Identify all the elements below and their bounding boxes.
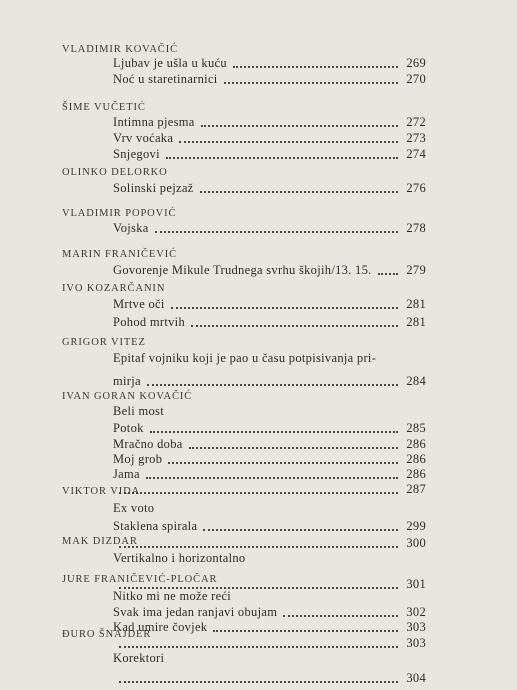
dot-leader bbox=[191, 325, 398, 327]
dot-leader bbox=[179, 141, 398, 143]
dot-leader bbox=[119, 681, 398, 683]
dot-leader bbox=[150, 431, 398, 433]
entry-title: Svak ima jedan ranjavi obujam bbox=[113, 605, 278, 619]
page-number: 276 bbox=[406, 181, 426, 195]
toc-entry bbox=[113, 636, 426, 651]
toc-entry bbox=[113, 671, 426, 686]
entry-title: Korektori bbox=[113, 651, 165, 665]
page-number: 286 bbox=[406, 437, 426, 451]
page-number: 300 bbox=[406, 536, 426, 550]
author-heading: OLINKO DELORKO bbox=[62, 167, 168, 178]
author-heading: GRIGOR VITEZ bbox=[62, 337, 146, 348]
dot-leader bbox=[166, 157, 398, 159]
toc-entry bbox=[113, 131, 426, 146]
toc-entry bbox=[113, 482, 426, 497]
entry-title: Noć u staretinarnici bbox=[113, 72, 218, 86]
entry-title: Mračno doba bbox=[113, 437, 183, 451]
page-number: 285 bbox=[406, 421, 426, 435]
page-number: 304 bbox=[406, 671, 426, 685]
page-number: 299 bbox=[406, 519, 426, 533]
dot-leader bbox=[147, 384, 398, 386]
page-number: 281 bbox=[406, 297, 426, 311]
entry-title: Snjegovi bbox=[113, 147, 160, 161]
dot-leader bbox=[119, 546, 398, 548]
author-heading: ŠIME VUČETIĆ bbox=[62, 102, 146, 113]
page-number: 303 bbox=[406, 620, 426, 634]
page-number: 303 bbox=[406, 636, 426, 650]
page-number: 273 bbox=[406, 131, 426, 145]
toc-entry bbox=[113, 651, 426, 666]
toc-entry bbox=[113, 501, 426, 516]
dot-leader bbox=[224, 82, 398, 84]
dot-leader bbox=[213, 630, 398, 632]
entry-title: mirja bbox=[113, 374, 141, 388]
page-number: 279 bbox=[406, 263, 426, 277]
entry-title: Solinski pejzaž bbox=[113, 181, 194, 195]
entry-title: Mrtve oči bbox=[113, 297, 165, 311]
author-heading: VIKTOR VIDA bbox=[62, 486, 141, 497]
entry-title: Potok bbox=[113, 421, 144, 435]
entry-title: Jama bbox=[113, 467, 140, 481]
dot-leader bbox=[119, 492, 398, 494]
toc-entry bbox=[113, 589, 426, 604]
entry-title: Ex voto bbox=[113, 501, 155, 515]
author-heading: ĐURO ŠNAJDER bbox=[62, 629, 152, 640]
toc-entry bbox=[113, 519, 426, 534]
dot-leader bbox=[171, 307, 398, 309]
toc-entry bbox=[113, 404, 426, 419]
page-number: 270 bbox=[406, 72, 426, 86]
entry-title: Ljubav je ušla u kuću bbox=[113, 56, 227, 70]
entry-title: Vertikalno i horizontalno bbox=[113, 551, 246, 565]
toc-entry bbox=[113, 467, 426, 482]
dot-leader bbox=[189, 447, 398, 449]
dot-leader bbox=[378, 273, 398, 275]
toc-entry bbox=[113, 620, 426, 635]
toc-entry bbox=[113, 72, 426, 87]
dot-leader bbox=[201, 125, 398, 127]
entry-title: Pohod mrtvih bbox=[113, 315, 186, 329]
page-number: 281 bbox=[406, 315, 426, 329]
dot-leader bbox=[119, 646, 398, 648]
toc-entry bbox=[113, 147, 426, 162]
toc-entry bbox=[113, 263, 426, 278]
page-number: 287 bbox=[406, 482, 426, 496]
author-heading: JURE FRANIČEVIĆ-PLOČAR bbox=[62, 574, 218, 585]
toc-entry bbox=[113, 56, 426, 71]
dot-leader bbox=[203, 529, 398, 531]
dot-leader bbox=[200, 191, 398, 193]
entry-title: Govorenje Mikule Trudnega svrhu škojih/13. 15. bbox=[113, 263, 372, 277]
toc-entry bbox=[113, 437, 426, 452]
page-number: 286 bbox=[406, 467, 426, 481]
page-number: 274 bbox=[406, 147, 426, 161]
page-number: 284 bbox=[406, 374, 426, 388]
entry-title-line: Epitaf vojniku koji je pao u času potpisivanja pri- bbox=[113, 351, 377, 365]
toc-entry bbox=[113, 536, 426, 551]
dot-leader bbox=[168, 462, 398, 464]
page-number: 272 bbox=[406, 115, 426, 129]
toc-entry bbox=[113, 221, 426, 236]
entry-title: Beli most bbox=[113, 404, 164, 418]
entry-title: Intimna pjesma bbox=[113, 115, 195, 129]
entry-title: Nitko mi ne može reći bbox=[113, 589, 232, 603]
entry-title: Vojska bbox=[113, 221, 149, 235]
author-heading: IVO KOZARČANIN bbox=[62, 283, 166, 294]
author-heading: IVAN GORAN KOVAČIĆ bbox=[62, 391, 193, 402]
author-heading: VLADIMIR KOVAČIĆ bbox=[62, 44, 179, 55]
author-heading: VLADIMIR POPOVIĆ bbox=[62, 208, 177, 219]
author-heading: MARIN FRANIČEVIĆ bbox=[62, 249, 178, 260]
page-number: 301 bbox=[406, 577, 426, 591]
dot-leader bbox=[283, 615, 398, 617]
page-number: 302 bbox=[406, 605, 426, 619]
dot-leader bbox=[146, 477, 398, 479]
toc-entry bbox=[113, 315, 426, 330]
author-heading: MAK DIZDAR bbox=[62, 536, 138, 547]
toc-entry bbox=[113, 115, 426, 130]
entry-title: Staklena spirala bbox=[113, 519, 198, 533]
entry-title: Vrv voćaka bbox=[113, 131, 174, 145]
toc-entry bbox=[113, 374, 426, 389]
dot-leader bbox=[155, 231, 398, 233]
page-number: 286 bbox=[406, 452, 426, 466]
toc-entry bbox=[113, 421, 426, 436]
toc-entry bbox=[113, 605, 426, 620]
toc-entry bbox=[113, 297, 426, 312]
toc-entry bbox=[113, 551, 426, 566]
entry-title: Moj grob bbox=[113, 452, 163, 466]
toc-entry bbox=[113, 181, 426, 196]
dot-leader bbox=[233, 66, 398, 68]
toc-entry bbox=[113, 452, 426, 467]
page-number: 278 bbox=[406, 221, 426, 235]
page-number: 269 bbox=[406, 56, 426, 70]
entry-title: Kad umire čovjek bbox=[113, 620, 208, 634]
